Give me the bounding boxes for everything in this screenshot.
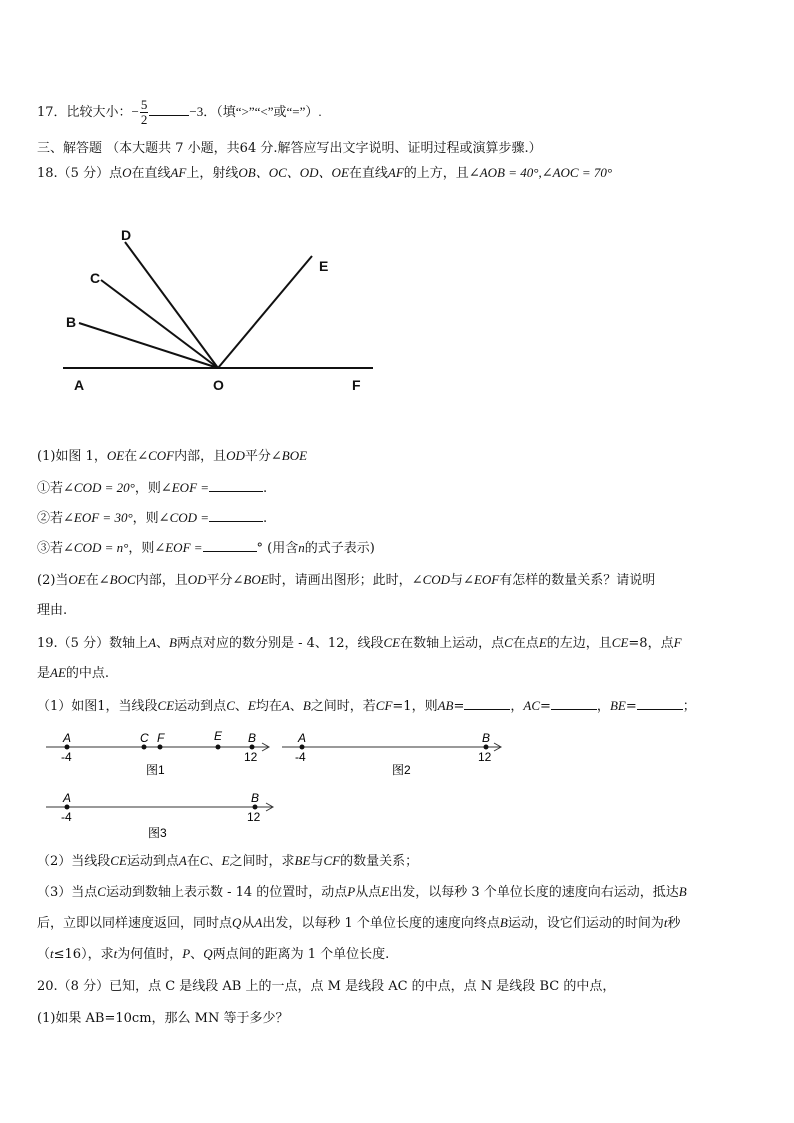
ray-ob: [79, 323, 218, 368]
q18-stem-d: 在直线: [348, 166, 388, 181]
point-a: [65, 805, 70, 810]
q18-p1-cof: ∠COF: [137, 448, 175, 463]
q19-part2: [37, 853, 418, 870]
q19-e: E: [538, 635, 547, 650]
q19-p3-l3-b: ≤16），求: [53, 947, 114, 962]
q19-p3-t2: t: [50, 946, 54, 961]
q18-sub1: [37, 480, 267, 497]
q19-p1-m: ；: [682, 699, 696, 714]
q17-frac-num: 5: [140, 97, 148, 112]
q19-p1-sep2: 、: [289, 699, 303, 714]
q19-p3-b-pt: B: [678, 884, 687, 899]
tick-neg4: -4: [61, 750, 72, 764]
q19-p1-g: =1，则: [392, 699, 438, 714]
number-line-fig1: [40, 728, 280, 778]
q19-l2-b: 的中点.: [65, 666, 110, 681]
q19-p2-b: 运动到点: [126, 854, 179, 869]
q17-fraction: [140, 98, 149, 127]
ray-oe: [218, 256, 312, 368]
q19-p3-p: P: [347, 884, 356, 899]
q19-p2-c: 在: [186, 854, 200, 869]
tick-neg4: -4: [61, 810, 72, 824]
label-e: E: [214, 729, 223, 743]
q20-line2: (1)如果 AB=10cm，那么 MN 等于多少？: [37, 1011, 289, 1026]
q19-p3-l3-c: 为何值时，: [117, 947, 183, 962]
q18-s3-b: ，则: [128, 541, 155, 556]
q19-p1-b-pt: B: [302, 698, 311, 713]
q19-p1-be: BE: [609, 698, 626, 713]
q19-p2-sep: 、: [208, 854, 222, 869]
q19-sep1: 、: [156, 636, 170, 651]
q19-p2-be: BE: [294, 853, 311, 868]
q18-p1-od: OD: [226, 448, 245, 463]
q18-p2-f: 与: [450, 573, 464, 588]
q20-line1: 20.（8 分）已知，点 C 是线段 AB 上的一点，点 M 是线段 AC 的中点，点 N 是线段 BC 的中点，: [37, 979, 616, 994]
q19-l1-b: 两点对应的数分别是 - 4、12，线段: [177, 636, 384, 651]
q18-p2-cod: ∠COD: [411, 572, 451, 587]
q19-a: A: [148, 635, 157, 650]
label-e: E: [319, 258, 329, 274]
label-o: O: [213, 377, 224, 393]
q19-p1-e: E: [247, 698, 256, 713]
q19-f: F: [673, 635, 682, 650]
q19-p1-ce: CE: [157, 698, 175, 713]
q18-s1-cond: ∠COD = 20°: [63, 480, 135, 495]
tick-12: 12: [244, 750, 258, 764]
label-c: C: [90, 270, 101, 286]
q19-part1: [37, 698, 696, 715]
q19-p1-l: =: [625, 699, 637, 714]
q19-ac-blank[interactable]: [551, 698, 597, 710]
q18-line-af-2: AF: [387, 165, 404, 180]
q19-ce: CE: [383, 635, 401, 650]
q18-stem-a: 18.（5 分）点: [37, 166, 123, 181]
q19-p3-l2-a: 后，立即以同样速度返回，同时点: [37, 916, 233, 931]
label-b: B: [482, 731, 491, 745]
number-line-fig3: [40, 790, 280, 842]
point-b: [250, 745, 255, 750]
q19-part3-line1: [37, 884, 687, 901]
q19-p3-p2: P: [182, 946, 191, 961]
q18-s2-ask: ∠COD =: [158, 510, 210, 525]
q19-p3-e-pt: E: [381, 884, 390, 899]
q19-p1-d: 均在: [255, 699, 282, 714]
q19-p3-a-pt: A: [254, 915, 263, 930]
label-b: B: [248, 731, 257, 745]
q18-p2-boe: ∠BOE: [232, 572, 269, 587]
q17-frac-den: 2: [140, 112, 148, 127]
q19-p2-e-pt: E: [221, 853, 230, 868]
q19-p3-q2: Q: [203, 946, 213, 961]
label-b: B: [66, 314, 77, 330]
q18-sub2: [37, 510, 267, 527]
q18-p2-d: 平分: [206, 573, 233, 588]
q19-l1-c: 在数轴上运动，点: [400, 636, 505, 651]
q19-p3-d: 出发，以每秒 3 个单位长度的速度向右运动，抵达: [389, 885, 679, 900]
q19-p3-l2-e: 秒: [667, 916, 681, 931]
q18-p2-od: OD: [187, 572, 207, 587]
tick-neg4: -4: [295, 750, 306, 764]
q17-answer-blank[interactable]: [149, 104, 189, 116]
label-a: A: [74, 377, 85, 393]
q18-s2-end: .: [263, 511, 268, 526]
q19-p1-b: 运动到点: [174, 699, 227, 714]
label-a: A: [63, 731, 72, 745]
label-b: B: [251, 791, 260, 805]
q18-stem-b: 在直线: [131, 166, 171, 181]
q18-s3-ask: ∠EOF =: [154, 540, 203, 555]
fig3-caption: 图3: [148, 826, 167, 840]
q19-p2-cf: CF: [323, 853, 341, 868]
tick-12: 12: [478, 750, 492, 764]
label-f: F: [352, 377, 361, 393]
label-a: A: [298, 731, 307, 745]
q19-p1-j: =: [540, 699, 551, 714]
point-b: [484, 745, 489, 750]
q18-p1-d: 平分: [244, 449, 271, 464]
q18-line-af: AF: [170, 165, 187, 180]
q19-p2-e: 与: [310, 854, 324, 869]
q18-stem: [37, 165, 612, 182]
q18-s1-ask: ∠EOF =: [160, 480, 210, 495]
q18-figure: [55, 220, 385, 400]
q18-rays: OB、OC、OD、OE: [238, 165, 349, 180]
q19-p2-ce: CE: [110, 853, 127, 868]
q17-minus: −: [131, 104, 139, 119]
section3-heading: 三、解答题 （本大题共 7 小题，共64 分.解答应写出文字说明、证明过程或演算步骤.）: [37, 141, 542, 156]
q17-line: [37, 98, 322, 127]
q18-s3-cond: ∠COD = n°: [63, 540, 129, 555]
q19-p3-b: 运动到数轴上表示数 - 14 的位置时，动点: [105, 885, 348, 900]
q19-p3-l2-c: 出发，以每秒 1 个单位长度的速度向终点: [262, 916, 500, 931]
q18-s2-blank[interactable]: [209, 510, 263, 522]
q19-p3-a: （3）当点: [37, 885, 98, 900]
q18-s1-end: .: [263, 481, 268, 496]
q19-p1-i: ，: [510, 699, 524, 714]
q18-part1: [37, 448, 307, 465]
q19-p3-b2-pt: B: [499, 915, 508, 930]
q19-be-blank[interactable]: [637, 698, 683, 710]
q19-l1-f: =8，点: [628, 636, 674, 651]
q18-point-o: O: [122, 165, 132, 180]
q19-p1-sep: 、: [234, 699, 248, 714]
q18-p1-oe: OE: [106, 448, 125, 463]
q18-s3-n: n: [298, 540, 305, 555]
q19-p3-q: Q: [232, 915, 242, 930]
q19-p3-l2-b: 从: [241, 916, 255, 931]
q18-p1-c: 内部，且: [174, 449, 227, 464]
q19-part3-line3: [37, 946, 389, 963]
q19-p2-d: 之间时，求: [229, 854, 295, 869]
q19-p3-l2-d: 运动，设它们运动的时间为: [507, 916, 664, 931]
q18-p2-oe: OE: [68, 572, 86, 587]
q19-l2-a: 是: [37, 666, 51, 681]
q19-p1-ac: AC: [523, 698, 541, 713]
q19-p3-l3-d: 两点间的距离为 1 个单位长度.: [212, 947, 390, 962]
label-f: F: [157, 731, 165, 745]
q19-l1-d: 在点: [512, 636, 539, 651]
q19-ab-blank[interactable]: [464, 698, 510, 710]
q18-s1-b: ，则: [134, 481, 161, 496]
q18-p2-b: 在: [85, 573, 99, 588]
q19-p1-a-pt: A: [281, 698, 290, 713]
q18-condition: ∠AOB = 40°,∠AOC = 70°: [468, 165, 613, 180]
fig2-caption: 图2: [392, 763, 411, 777]
q17-lead: 17．比较大小：: [37, 105, 132, 120]
q19-p1-ab: AB: [437, 698, 454, 713]
q19-l1-a: 19.（5 分）数轴上: [37, 636, 149, 651]
q19-p3-t: t: [663, 915, 668, 930]
q19-p3-t3: t: [113, 946, 118, 961]
number-line-fig2: [278, 728, 518, 778]
q18-part2-line2: 理由.: [37, 603, 68, 618]
q18-s3-a: ③若: [37, 541, 64, 556]
q18-s2-b: ，则: [132, 511, 159, 526]
ray-oc: [101, 280, 218, 368]
point-a: [300, 745, 305, 750]
q19-p1-a: （1）如图1，当线段: [37, 699, 158, 714]
q18-part2: [37, 572, 655, 589]
q19-p3-l3-a: （: [37, 947, 51, 962]
q18-stem-c: 上，射线: [186, 166, 239, 181]
q19-p1-h: =: [453, 699, 465, 714]
label-c: C: [140, 731, 149, 745]
q18-s2-cond: ∠EOF = 30°: [63, 510, 133, 525]
q18-p2-boc: ∠BOC: [98, 572, 136, 587]
label-d: D: [121, 227, 132, 243]
q18-p2-e: 时，请画出图形；此时，: [268, 573, 412, 588]
q19-p1-f: 之间时，若: [310, 699, 376, 714]
q19-p1-c: C: [226, 698, 235, 713]
q18-s1-blank[interactable]: [209, 480, 263, 492]
label-a: A: [63, 791, 72, 805]
point-f: [158, 745, 163, 750]
fig1-caption: 图1: [146, 763, 165, 777]
q19-p3-sep: 、: [190, 947, 204, 962]
tick-12: 12: [247, 810, 261, 824]
q19-c: C: [504, 635, 513, 650]
q19-line2: [37, 665, 109, 682]
q19-p3-c-pt: C: [97, 884, 106, 899]
q19-ae: AE: [50, 665, 66, 680]
point-a: [65, 745, 70, 750]
q17-after: −3．（填“>”“<”或“=”）.: [189, 104, 322, 119]
q18-p1-b: 在: [124, 449, 138, 464]
q18-s3-end: ° (用含: [256, 541, 299, 556]
q19-l1-e: 的左边，且: [546, 636, 612, 651]
q18-p1-boe: ∠BOE: [270, 448, 308, 463]
q19-p3-c: 从点: [355, 885, 382, 900]
point-e: [216, 745, 221, 750]
q18-p2-g: 有怎样的数量关系？请说明: [499, 573, 656, 588]
q18-p2-c: 内部，且: [135, 573, 188, 588]
q19-ce8: CE: [611, 635, 629, 650]
q19-line1: [37, 635, 682, 652]
q18-sub3: [37, 540, 375, 557]
q19-p2-c-pt: C: [199, 853, 209, 868]
q18-s1-a: ①若: [37, 481, 64, 496]
ray-od: [125, 242, 218, 368]
point-b: [253, 805, 258, 810]
q18-s3-blank[interactable]: [203, 540, 257, 552]
q18-s2-a: ②若: [37, 511, 64, 526]
q19-p2-f: 的数量关系；: [340, 854, 419, 869]
q18-p1-a: (1)如图 1，: [37, 449, 107, 464]
q19-part3-line2: [37, 915, 681, 932]
q18-s3-tail: 的式子表示): [304, 541, 375, 556]
q18-p2-a: (2)当: [37, 573, 69, 588]
q19-p1-cf: CF: [375, 698, 393, 713]
q19-b: B: [169, 635, 177, 650]
q18-stem-e: 的上方，且: [403, 166, 469, 181]
q19-p2-a: （2）当线段: [37, 854, 111, 869]
point-c: [142, 745, 147, 750]
q19-p1-k: ，: [596, 699, 610, 714]
q19-p2-a-pt: A: [178, 853, 187, 868]
q18-p2-eof: ∠EOF: [463, 572, 500, 587]
